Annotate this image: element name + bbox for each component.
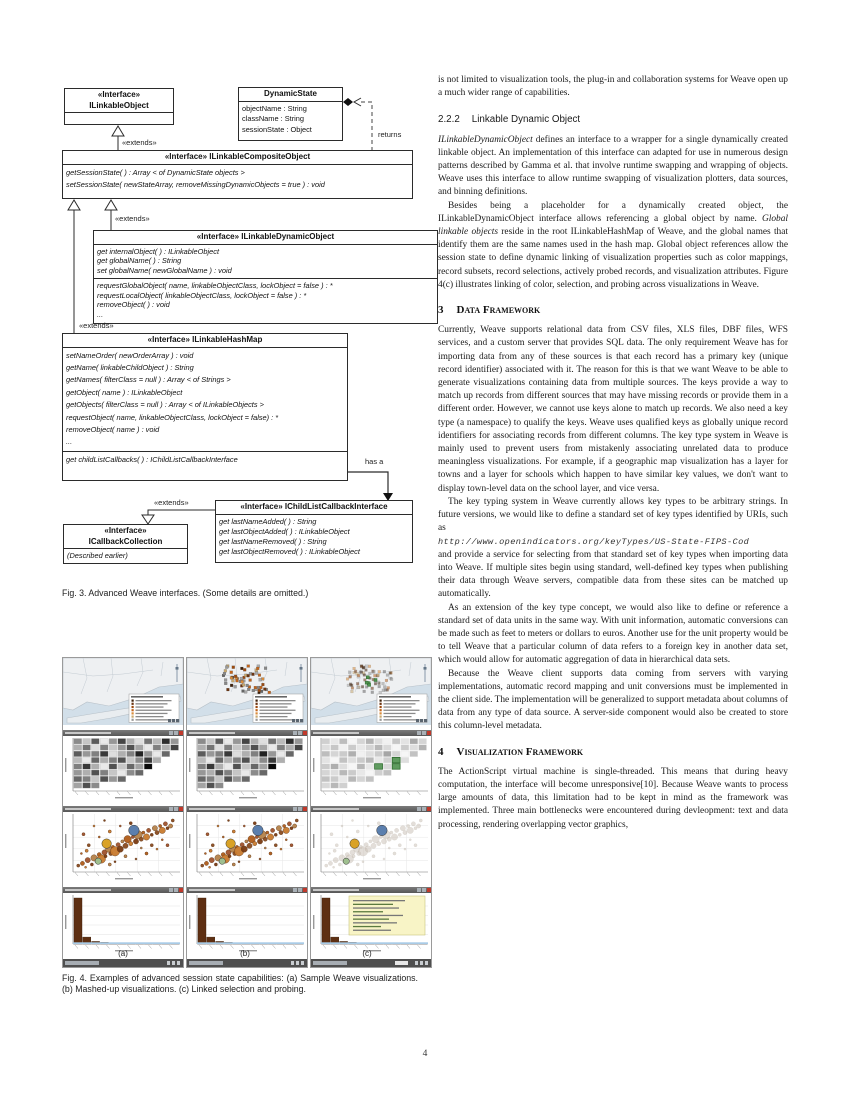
uml-title-line: «Interface» bbox=[97, 90, 141, 99]
uml-class-ilinkabledynamicobject bbox=[93, 230, 438, 324]
app-status-bar bbox=[63, 959, 183, 967]
extends-label: «extends» bbox=[115, 214, 150, 223]
window-title-bar bbox=[63, 730, 183, 736]
extends-label: «extends» bbox=[122, 138, 157, 147]
legend-swatch-icon bbox=[380, 700, 382, 702]
composition-diamond-icon bbox=[343, 98, 353, 106]
legend-swatch-icon bbox=[132, 716, 134, 718]
window-title-text bbox=[189, 889, 235, 891]
uml-member: set globalName( newGlobalName ) : void bbox=[97, 266, 232, 276]
uml-member: get lastNameRemoved( ) : String bbox=[219, 537, 327, 547]
uml-title-line: ICallbackCollection bbox=[88, 536, 163, 546]
window-title-bar bbox=[63, 887, 183, 893]
status-text bbox=[65, 961, 99, 965]
window-title-text bbox=[313, 808, 359, 810]
uml-class-title bbox=[239, 88, 342, 102]
status-button-icon[interactable] bbox=[177, 961, 180, 965]
uml-compartment bbox=[94, 279, 437, 322]
uml-member: getObjects( filterClass = null ) : Array < of ILinkableObjects > bbox=[66, 400, 264, 410]
window-button-icon[interactable] bbox=[298, 731, 302, 735]
map-tool-thumbnail bbox=[311, 658, 431, 725]
uml-compartment bbox=[65, 113, 173, 125]
histogram-thumbnail bbox=[311, 893, 431, 954]
map-tool-thumbnail bbox=[63, 658, 183, 725]
uml-member: (Described earlier) bbox=[67, 551, 128, 560]
uml-class-icallbackcollection bbox=[63, 524, 188, 564]
key-type-uri: http://www.openindicators.org/keyTypes/US-State-FIPS-Cod bbox=[438, 536, 750, 547]
generalization-arrow-icon bbox=[105, 200, 117, 210]
heatmap-thumbnail bbox=[187, 736, 307, 801]
uml-class-title bbox=[64, 525, 187, 549]
uml-class-dynamicstate bbox=[238, 87, 343, 141]
scatterplot-thumbnail bbox=[63, 812, 183, 882]
legend-swatch-icon bbox=[256, 712, 258, 714]
map-nav-button-icon[interactable] bbox=[296, 719, 299, 722]
heatmap-thumbnail bbox=[63, 736, 183, 801]
subsection-heading bbox=[438, 113, 788, 126]
window-button-icon[interactable] bbox=[417, 731, 421, 735]
uml-class-title bbox=[94, 231, 437, 245]
close-button-icon[interactable] bbox=[303, 731, 307, 735]
window-button-icon[interactable] bbox=[174, 807, 178, 811]
map-nav-button-icon[interactable] bbox=[168, 719, 171, 722]
window-title-bar bbox=[311, 806, 431, 812]
heading-number: 3 bbox=[438, 304, 444, 317]
heading-number: 2.2.2 bbox=[438, 114, 460, 126]
histogram-thumbnail bbox=[187, 893, 307, 954]
window-title-bar bbox=[187, 806, 307, 812]
panel-label-a: (a) bbox=[118, 949, 128, 958]
paragraph: Because the Weave client supports data coming from servers with varying implementations, automatic record mapping and unit conversions must be implemented in the client side. The implementation will be generalized to support metadata about columns of data from any type of data source. A server-side component would also be created to store this column-level metadata. bbox=[438, 668, 788, 732]
generalization-arrow-icon bbox=[142, 515, 154, 524]
status-button-icon[interactable] bbox=[296, 961, 299, 965]
uml-class-title bbox=[65, 89, 173, 113]
fig4-column-b bbox=[186, 657, 308, 968]
heatmap-thumbnail bbox=[311, 736, 431, 801]
scatterplot-thumbnail bbox=[187, 812, 307, 882]
map-nav-button-icon[interactable] bbox=[176, 719, 179, 722]
selection-band bbox=[321, 942, 428, 944]
window-button-icon[interactable] bbox=[298, 888, 302, 892]
generalization-arrow-icon bbox=[112, 126, 124, 136]
uml-title-line: «Interface» IChildListCallbackInterface bbox=[240, 502, 388, 511]
status-text bbox=[189, 961, 223, 965]
map-zoom-slider[interactable] bbox=[300, 667, 303, 670]
window-title-bar bbox=[187, 730, 307, 736]
uml-compartment bbox=[216, 515, 412, 560]
page-number: 4 bbox=[422, 1049, 428, 1059]
has-a-label: has a bbox=[365, 457, 384, 466]
legend-swatch-icon bbox=[380, 712, 382, 714]
map-zoom-slider[interactable] bbox=[176, 667, 179, 670]
uml-member: get internalObject( ) : ILinkableObject bbox=[97, 246, 220, 256]
close-button-icon[interactable] bbox=[427, 731, 431, 735]
window-title-text bbox=[65, 889, 111, 891]
open-arrow-icon bbox=[354, 98, 361, 106]
status-button-icon[interactable] bbox=[425, 961, 428, 965]
uml-class-ilinkableobject bbox=[64, 88, 174, 125]
paragraph: and provide a service for selecting from that standard set of key types when importing data into Weave. If multiple sites begin using standard, well-defined key types when publishing their data through Weave servers, compatible data from these sites can be matched up automatically. bbox=[438, 549, 788, 600]
selection-band bbox=[73, 942, 180, 944]
heading-text: Data Framework bbox=[456, 304, 541, 317]
heading-text: Linkable Dynamic Object bbox=[471, 114, 581, 126]
uml-member: setNameOrder( newOrderArray ) : void bbox=[66, 350, 194, 360]
uml-compartment bbox=[94, 245, 437, 279]
close-button-icon[interactable] bbox=[303, 888, 307, 892]
status-button-icon[interactable] bbox=[291, 961, 294, 965]
window-title-text bbox=[189, 732, 235, 734]
legend-swatch-icon bbox=[132, 706, 134, 708]
uml-member: requestObject( name, linkableObjectClass, lockObject = false) : * bbox=[66, 412, 279, 422]
figure-4-panel-labels bbox=[62, 949, 428, 958]
map-nav-button-icon[interactable] bbox=[172, 719, 175, 722]
uml-member: get globalName( ) : String bbox=[97, 256, 182, 266]
window-button-icon[interactable] bbox=[422, 888, 426, 892]
figure-3-uml-diagram bbox=[62, 86, 444, 568]
status-button-icon[interactable] bbox=[172, 961, 175, 965]
window-title-bar bbox=[63, 806, 183, 812]
window-title-text bbox=[313, 889, 359, 891]
uml-compartment bbox=[63, 348, 347, 452]
uml-member: ... bbox=[97, 310, 104, 320]
histogram-thumbnail bbox=[63, 893, 183, 954]
right-text-column bbox=[438, 74, 788, 832]
window-button-icon[interactable] bbox=[422, 731, 426, 735]
panel-label-c: (c) bbox=[362, 949, 372, 958]
legend-swatch-icon bbox=[380, 706, 382, 708]
uml-member: get childListCallbacks( ) : IChildListCallbackInterface bbox=[66, 454, 238, 464]
window-button-icon[interactable] bbox=[169, 888, 173, 892]
uml-class-ilinkablecompositeobject bbox=[62, 150, 413, 199]
status-search-box[interactable] bbox=[395, 961, 408, 966]
window-button-icon[interactable] bbox=[293, 807, 297, 811]
legend-swatch-icon bbox=[256, 719, 258, 721]
heading-text: Visualization Framework bbox=[456, 745, 584, 758]
uml-compartment bbox=[239, 102, 342, 138]
uml-class-title bbox=[63, 334, 347, 348]
returns-label: returns bbox=[378, 130, 402, 139]
section-heading bbox=[438, 304, 788, 317]
legend-swatch-icon bbox=[380, 709, 382, 711]
legend-swatch-icon bbox=[132, 703, 134, 705]
close-button-icon[interactable] bbox=[427, 807, 431, 811]
uml-member: get lastObjectRemoved( ) : ILinkableObject bbox=[219, 547, 360, 557]
heading-number: 4 bbox=[438, 745, 444, 758]
uml-member: getSessionState( ) : Array < of DynamicState objects > bbox=[66, 167, 245, 177]
status-button-icon[interactable] bbox=[301, 961, 304, 965]
uml-member: get lastObjectAdded( ) : ILinkableObject bbox=[219, 526, 350, 536]
fig4-column-a bbox=[62, 657, 184, 968]
legend-swatch-icon bbox=[380, 719, 382, 721]
scatterplot-thumbnail bbox=[311, 812, 431, 882]
legend-swatch-icon bbox=[132, 712, 134, 714]
paragraph: ILinkableDynamicObject defines an interface to a wrapper for a single dynamically created linkable object. An implementation of this interface can adapted for use in numerous design patterns described by Gamma et al. that involve runtime swapping and wrapping of objects. Weave uses this interface to allow runtime swapping of visualization plotters, data sources, and binning definitions. bbox=[438, 134, 788, 198]
paragraph: As an extension of the key type concept, we would also like to define or reference a standard set of data units in the same way. With unit information, automatic conversions can be made such as feet to meters or dollars to euros. Another use for the unit property would be to tell Weave that a particular column of data refers to a foreign key in another data set, which would allow for automatic aggregation of data in hierarchical data sets. bbox=[438, 602, 788, 666]
close-button-icon[interactable] bbox=[179, 807, 183, 811]
window-title-text bbox=[189, 808, 235, 810]
uml-title-line: «Interface» bbox=[104, 526, 147, 535]
uml-compartment bbox=[64, 549, 187, 563]
panel-label-b: (b) bbox=[240, 949, 250, 958]
uml-title-line: «Interface» ILinkableHashMap bbox=[147, 335, 263, 344]
status-button-icon[interactable] bbox=[415, 961, 418, 965]
status-button-icon[interactable] bbox=[420, 961, 423, 965]
uml-member: className : String bbox=[242, 114, 305, 124]
uml-class-ichildlistcallbackinterface bbox=[215, 500, 413, 563]
paragraph: Currently, Weave supports relational data from CSV files, XLS files, DBF files, WFS services, and a custom server that provides SQL data. The only requirement Weave has for importing data from any of these sources is that each record has a primary key (unique record identifier) associated with it. The reason for this is that we want Weave to be able to generate visualizations containing data from multiple sources. The keys provide a way to match up records from different sources that may have missing records or provide them in a different order. However, we cannot use keys alone to match up records. We also need a key type (a namespace) to qualify the keys. Weave uses qualified keys as globally unique record identifiers for associating records from different columns. The key type system in Weave is mainly used to prevent users from mistakenly associating unrelated data to produce meaningless visualizations. For example, if a geographic map visualization has a layer for towns and a layer for schools which happen to have similar key values, we don't want to display town-level data on the school layer, and vice versa. bbox=[438, 325, 788, 494]
uml-class-ilinkablehashmap bbox=[62, 333, 348, 481]
paragraph: The key typing system in Weave currently allows key types to be arbitrary strings. In future versions, we would like to define a standard set of key types identified by URIs, such as bbox=[438, 496, 788, 534]
window-title-bar bbox=[311, 887, 431, 893]
map-legend bbox=[253, 694, 303, 723]
close-button-icon[interactable] bbox=[427, 888, 431, 892]
window-button-icon[interactable] bbox=[169, 731, 173, 735]
uml-class-title bbox=[216, 501, 412, 515]
uml-member: requestGlobalObject( name, linkableObjectClass, lockObject = false ) : * bbox=[97, 280, 333, 290]
figure-3-caption: Fig. 3. Advanced Weave interfaces. (Some details are omitted.) bbox=[62, 588, 309, 598]
window-button-icon[interactable] bbox=[422, 807, 426, 811]
uml-member: setSessionState( newStateArray, removeMissingDynamicObjects = true ) : void bbox=[66, 179, 325, 189]
map-nav-button-icon[interactable] bbox=[292, 719, 295, 722]
close-button-icon[interactable] bbox=[179, 888, 183, 892]
app-status-bar bbox=[187, 959, 307, 967]
extends-label: «extends» bbox=[79, 321, 114, 330]
uml-compartment bbox=[63, 452, 347, 468]
legend-swatch-icon bbox=[380, 703, 382, 705]
uml-member: ... bbox=[66, 437, 73, 447]
uml-member: requestLocalObject( linkableObjectClass, lockObject = false ) : * bbox=[97, 290, 307, 300]
close-button-icon[interactable] bbox=[179, 731, 183, 735]
legend-swatch-icon bbox=[256, 700, 258, 702]
paragraph: The ActionScript virtual machine is single-threaded. This means that during heavy computation, the interface will become unresponsive[10]. Because Weave wants to process large amounts of data, this limitation had to be kept in mind as the framework was implemented. Three main bottlenecks were encountered during devleopment: text and data processing, rendering overlapping vector graphics, bbox=[438, 766, 788, 830]
legend-swatch-icon bbox=[256, 716, 258, 718]
fig4-column-c bbox=[310, 657, 432, 968]
generalization-arrow-icon bbox=[68, 200, 80, 210]
map-nav-button-icon[interactable] bbox=[420, 719, 423, 722]
map-legend bbox=[129, 694, 179, 723]
uml-member: get lastNameAdded( ) : String bbox=[219, 516, 317, 526]
uml-title-line: DynamicState bbox=[264, 89, 317, 98]
legend-swatch-icon bbox=[132, 700, 134, 702]
extends-label: «extends» bbox=[154, 498, 189, 507]
legend-swatch-icon bbox=[256, 706, 258, 708]
status-button-icon[interactable] bbox=[167, 961, 170, 965]
uml-member: objectName : String bbox=[242, 103, 307, 113]
window-button-icon[interactable] bbox=[293, 888, 297, 892]
window-title-text bbox=[313, 732, 359, 734]
uml-member: removeObject( ) : void bbox=[97, 300, 170, 310]
window-button-icon[interactable] bbox=[174, 888, 178, 892]
legend-swatch-icon bbox=[256, 709, 258, 711]
app-status-bar bbox=[311, 959, 431, 967]
window-button-icon[interactable] bbox=[174, 731, 178, 735]
paragraph: is not limited to visualization tools, the plug-in and collaboration systems for Weave open up a much wider range of capabilities. bbox=[438, 75, 788, 99]
window-button-icon[interactable] bbox=[169, 807, 173, 811]
uml-title-line: «Interface» ILinkableDynamicObject bbox=[196, 232, 335, 241]
legend-swatch-icon bbox=[132, 719, 134, 721]
legend-swatch-icon bbox=[380, 716, 382, 718]
window-title-bar bbox=[311, 730, 431, 736]
map-legend bbox=[377, 694, 427, 723]
window-button-icon[interactable] bbox=[298, 807, 302, 811]
selection-band bbox=[197, 942, 304, 944]
window-button-icon[interactable] bbox=[417, 807, 421, 811]
legend-swatch-icon bbox=[256, 703, 258, 705]
window-title-text bbox=[65, 732, 111, 734]
uml-member: removeObject( name ) : void bbox=[66, 424, 160, 434]
section-heading bbox=[438, 746, 788, 759]
close-button-icon[interactable] bbox=[303, 807, 307, 811]
uml-title-line: «Interface» ILinkableCompositeObject bbox=[164, 152, 311, 161]
uml-member: getName( linkableChildObject ) : String bbox=[66, 362, 194, 372]
map-tool-thumbnail bbox=[187, 658, 307, 725]
legend-swatch-icon bbox=[132, 709, 134, 711]
map-zoom-slider[interactable] bbox=[424, 667, 427, 670]
uml-member: getNames( filterClass = null ) : Array < of Strings > bbox=[66, 375, 231, 385]
uml-member: getObject( name ) : ILinkableObject bbox=[66, 387, 183, 397]
paragraph: Besides being a placeholder for a dynamically created object, the ILinkableDynamicObject interface allows referencing a global object by name. Global linkable objects reside in the root ILinkableHashMap of Weave, and the global names that identify them are the same names used in the hash map. Global object references allow the session state to define dynamic linking of visualization properties such as color mappings, record subsets, record selections, actively probed records, and visualization attributes. Figure 4(c) illustrates linking of color, selection, and probing across visualizations in Weave. bbox=[438, 200, 788, 290]
figure-4-caption: Fig. 4. Examples of advanced session state capabilities: (a) Sample Weave visualizations. (b) Mashed-up visualizations. (c) Linked selection and probing. bbox=[62, 973, 418, 995]
window-button-icon[interactable] bbox=[293, 731, 297, 735]
map-nav-button-icon[interactable] bbox=[416, 719, 419, 722]
uml-member: sessionState : Object bbox=[242, 125, 312, 135]
window-button-icon[interactable] bbox=[417, 888, 421, 892]
uml-title-line: ILinkableObject bbox=[89, 100, 149, 110]
status-text bbox=[313, 961, 347, 965]
uml-compartment bbox=[63, 165, 412, 193]
uml-class-title bbox=[63, 151, 412, 165]
window-title-text bbox=[65, 808, 111, 810]
window-title-bar bbox=[187, 887, 307, 893]
map-nav-button-icon[interactable] bbox=[424, 719, 427, 722]
figure-4-thumbnails bbox=[62, 657, 428, 968]
map-nav-button-icon[interactable] bbox=[300, 719, 303, 722]
